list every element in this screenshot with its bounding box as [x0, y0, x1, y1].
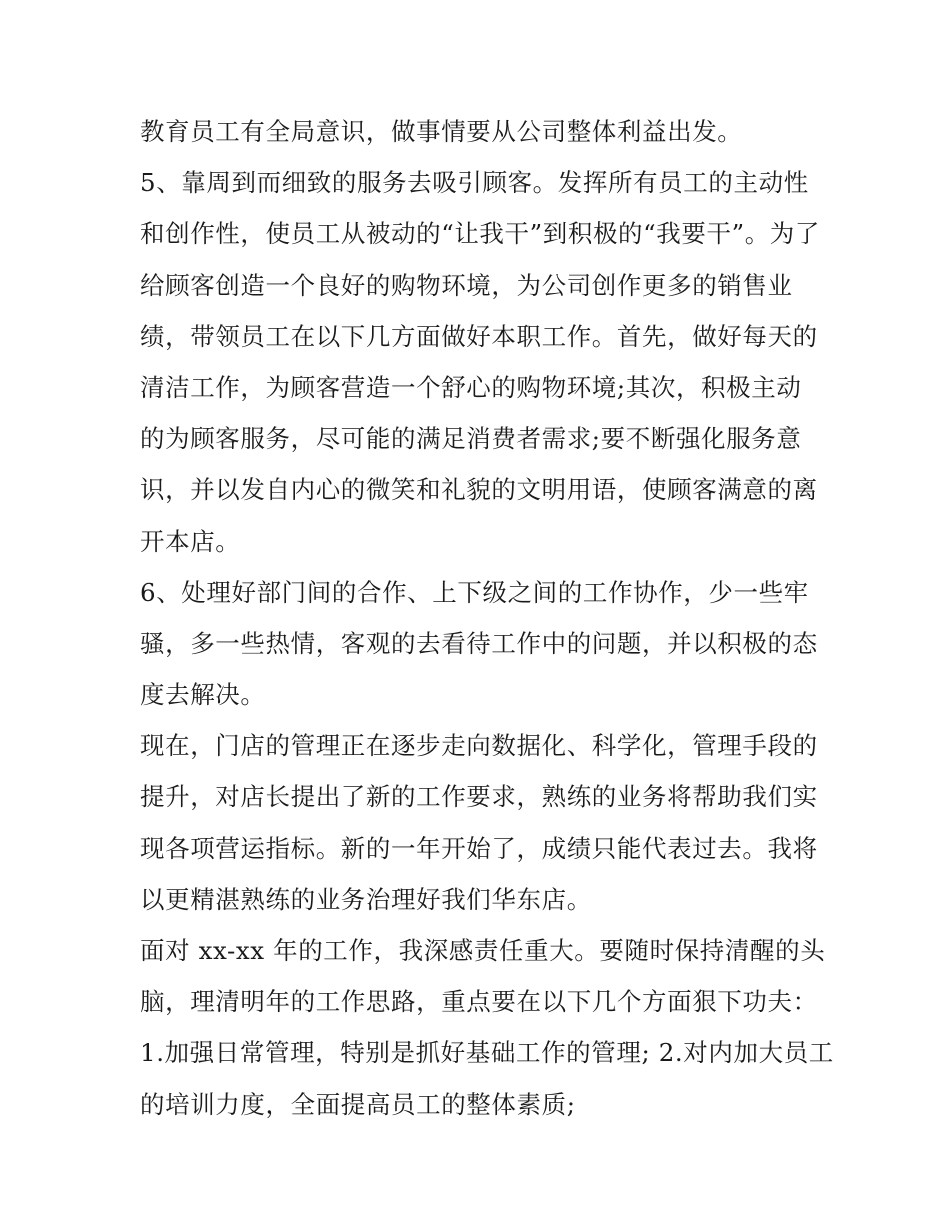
- text-line: 1.加强日常管理，特别是抓好基础工作的管理; 2.对内加大员工: [140, 1038, 834, 1068]
- text-line: 脑，理清明年的工作思路，重点要在以下几个方面狠下功夫：: [140, 987, 818, 1017]
- text-line: 骚，多一些热情，客观的去看待工作中的问题，并以积极的态: [140, 628, 818, 658]
- text-line: 提升，对店长提出了新的工作要求，熟练的业务将帮助我们实: [140, 782, 818, 812]
- text-line: 面对 xx-xx 年的工作，我深感责任重大。要随时保持清醒的头: [140, 936, 826, 965]
- text-line: 的为顾客服务，尽可能的满足消费者需求;要不断强化服务意: [140, 424, 802, 454]
- text-line: 开本店。: [140, 526, 241, 556]
- text-line: 和创作性，使员工从被动的“让我干”到积极的“我要干”。为了: [140, 219, 820, 249]
- text-line: 以更精湛熟练的业务治理好我们华东店。: [140, 884, 592, 914]
- text-line: 度去解决。: [140, 680, 266, 710]
- text-line: 给顾客创造一个良好的购物环境，为公司创作更多的销售业: [140, 270, 793, 300]
- text-line: 教育员工有全局意识，做事情要从公司整体利益出发。: [140, 117, 743, 146]
- text-line: 识，并以发自内心的微笑和礼貌的文明用语，使顾客满意的离: [140, 475, 818, 505]
- text-line: 清洁工作，为顾客营造一个舒心的购物环境;其次，积极主动: [140, 372, 802, 402]
- text-line: 5、靠周到而细致的服务去吸引顾客。发挥所有员工的主动性: [140, 168, 809, 198]
- text-line: 现各项营运指标。新的一年开始了，成绩只能代表过去。我将: [140, 833, 818, 863]
- text-line: 的培训力度，全面提高员工的整体素质;: [140, 1089, 576, 1119]
- text-line: 6、处理好部门间的合作、上下级之间的工作协作，少一些牢: [140, 577, 809, 607]
- text-line: 现在，门店的管理正在逐步走向数据化、科学化，管理手段的: [140, 731, 818, 761]
- text-line: 绩，带领员工在以下几方面做好本职工作。首先，做好每天的: [140, 321, 818, 351]
- document-body: [140, 106, 834, 1130]
